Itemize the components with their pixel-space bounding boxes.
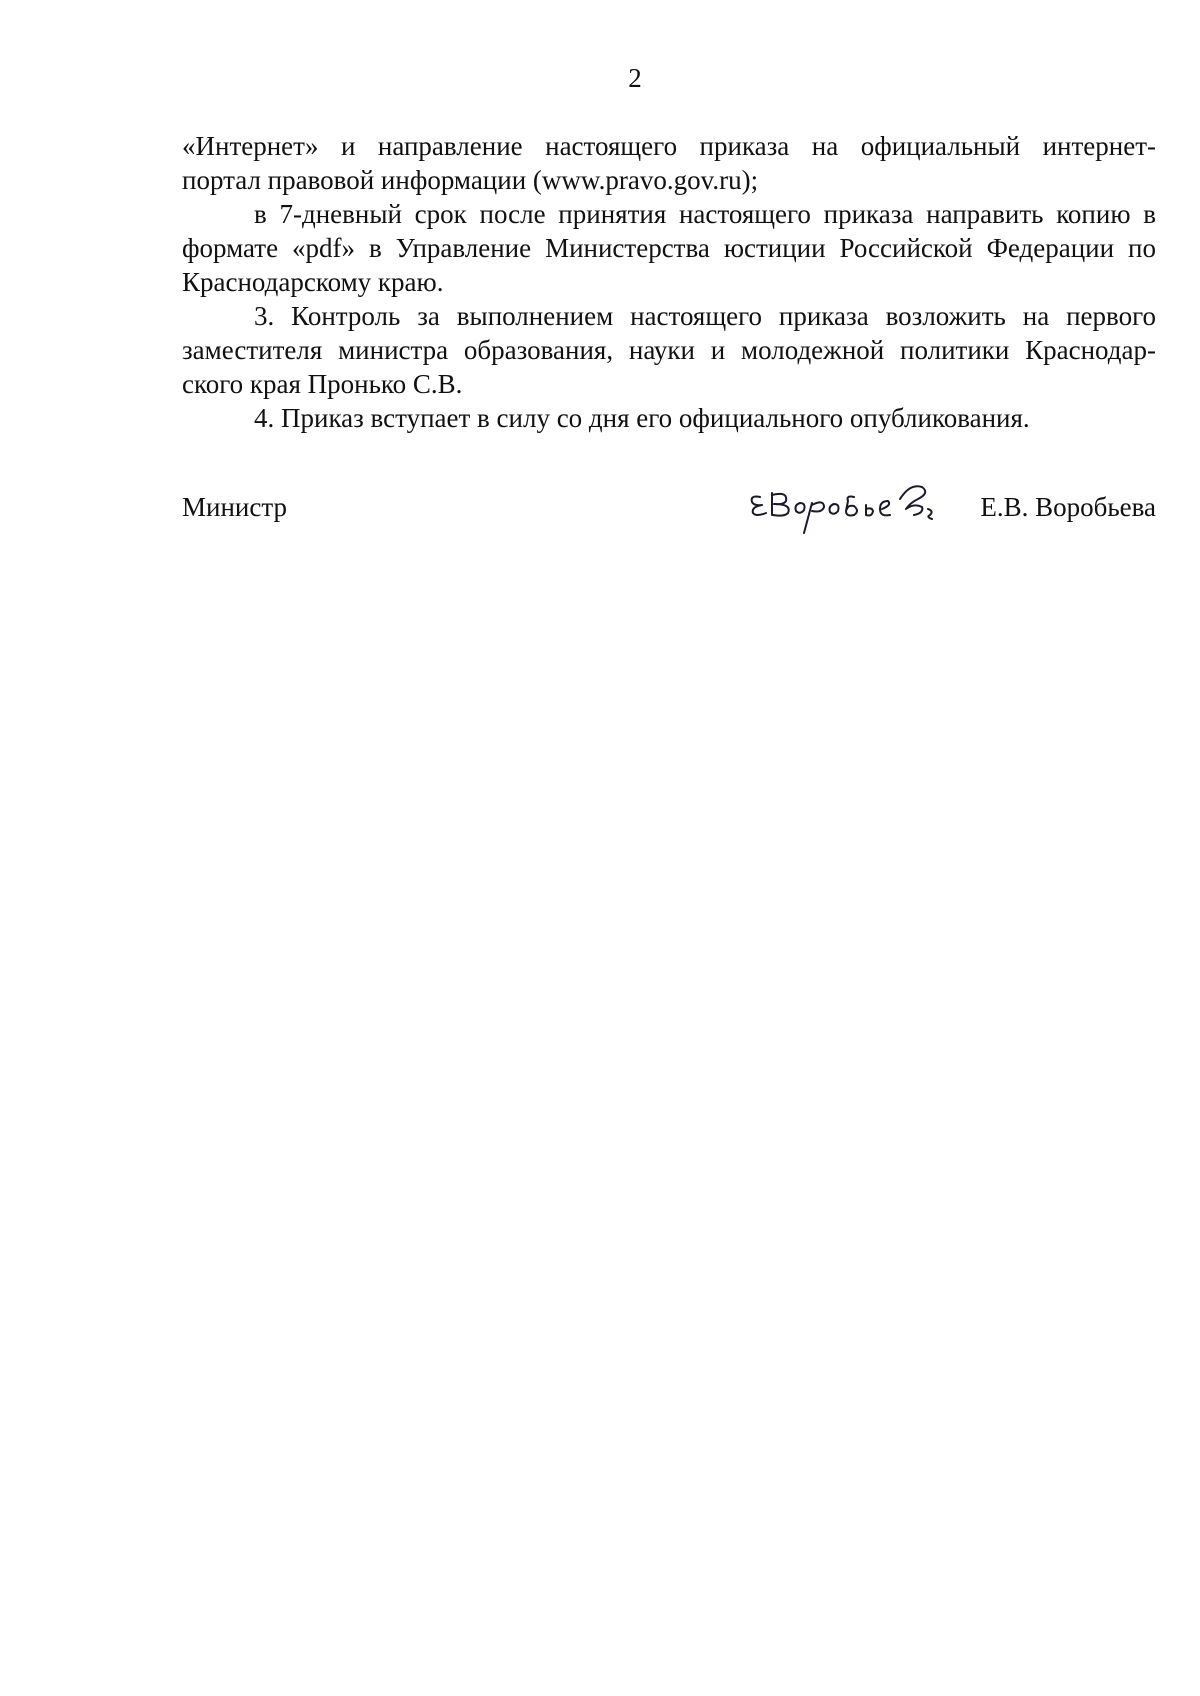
signatory-name: Е.В. Воробьева	[980, 492, 1156, 522]
text-line: заместителя министра образования, науки и молодежной политики Краснодар-	[182, 335, 1156, 365]
paragraph-4	[182, 401, 1156, 435]
text-line: 3. Контроль за выполнением настоящего приказа возложить на первого	[254, 301, 1156, 331]
paragraph-3	[182, 299, 1156, 401]
paragraph-1	[182, 129, 1156, 197]
text-line: портал правовой информации (www.pravo.gov.ru);	[182, 165, 759, 195]
text-line: Краснодарскому краю.	[182, 267, 444, 297]
text-line: в 7-дневный срок после принятия настоящего приказа направить копию в	[254, 199, 1156, 229]
text-line: 4. Приказ вступает в силу со дня его официального опубликования.	[254, 403, 1030, 433]
page-number: 2	[628, 63, 642, 93]
paragraph-2	[182, 197, 1156, 299]
text-line: «Интернет» и направление настоящего приказа на официальный интернет-	[182, 131, 1156, 161]
text-line: формате «pdf» в Управление Министерства юстиции Российской Федерации по	[182, 233, 1156, 263]
signature-block	[182, 475, 1156, 535]
text-line: ского края Пронько С.В.	[182, 369, 463, 399]
document-body	[182, 129, 1156, 435]
signatory-title: Министр	[182, 492, 287, 522]
handwritten-signature	[742, 475, 952, 537]
